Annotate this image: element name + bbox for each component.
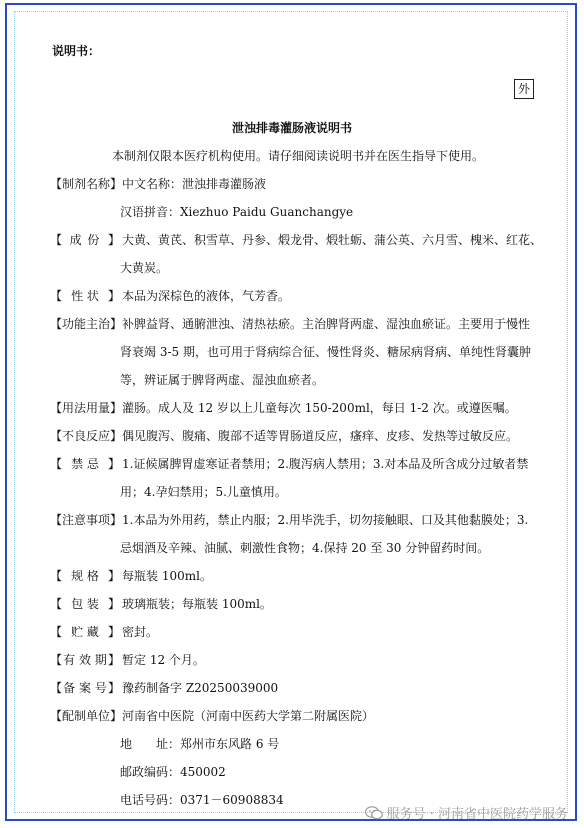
field-value: 豫药制备字 Z20250039000	[122, 681, 279, 695]
label-text: 用法用量	[62, 401, 111, 415]
field-value: 偶见腹泻、腹痛、腹部不适等胃肠道反应，瘙痒、皮疹、发热等过敏反应。	[122, 429, 519, 443]
field-label: 【 贮 藏 】	[50, 618, 120, 646]
label-text: 规 格	[71, 569, 99, 583]
field-storage	[50, 618, 550, 646]
field-label: 【 规 格 】	[50, 562, 120, 590]
field-indications	[50, 310, 550, 338]
field-properties	[50, 282, 550, 310]
field-value: 大黄、黄芪、积雪草、丹参、煅龙骨、煅牡蛎、蒲公英、六月雪、槐米、红花、	[122, 233, 543, 247]
field-ingredients	[50, 226, 550, 254]
field-value: 补脾益肾、通腑泄浊、清热祛瘀。主治脾肾两虚、湿浊血瘀证。主要用于慢性	[122, 317, 531, 331]
maker-address: 地 址：郑州市东风路 6 号	[120, 737, 280, 751]
field-label: 【 成 份 】	[50, 226, 120, 254]
label-text: 有 效 期	[63, 653, 107, 667]
field-value: 本品为深棕色的液体，气芳香。	[122, 289, 291, 303]
field-value: 密封。	[122, 625, 159, 639]
field-record	[50, 674, 550, 702]
field-value: 暂定 12 个月。	[122, 653, 205, 667]
label-text: 备 案 号	[63, 681, 107, 695]
wechat-icon	[365, 806, 383, 820]
field-label: 【 有 效 期 】	[50, 646, 120, 674]
watermark-text: 服务号 · 河南省中医院药学服务	[386, 807, 568, 822]
label-text: 包 装	[71, 597, 99, 611]
field-value-continued: 等，辨证属于脾肾两虚、湿浊血瘀者。	[120, 373, 325, 387]
field-label: 【 配制单位 】	[50, 702, 120, 730]
field-value-continued: 用；4.孕妇禁用；5.儿童慎用。	[120, 485, 287, 499]
maker-postcode: 邮政编码：450002	[120, 765, 226, 779]
field-validity	[50, 646, 550, 674]
field-label: 【 功能主治 】	[50, 310, 120, 338]
field-value: 河南省中医院（河南中医药大学第二附属医院）	[122, 709, 375, 723]
label-text: 配制单位	[62, 709, 111, 723]
label-text: 制剂名称	[62, 177, 111, 191]
field-label: 【 禁 忌 】	[50, 450, 120, 478]
intro-text: 本制剂仅限本医疗机构使用。请仔细阅读说明书并在医生指导下使用。	[112, 149, 485, 163]
label-text: 成 份	[69, 233, 101, 247]
heading-label: 说明书：	[52, 44, 101, 58]
field-label: 【 注意事项 】	[50, 506, 120, 534]
field-usage	[50, 394, 550, 422]
external-use-mark: 外	[514, 79, 534, 99]
field-spec	[50, 562, 550, 590]
field-label: 【 包 装 】	[50, 590, 120, 618]
field-package	[50, 590, 550, 618]
field-label: 【 备 案 号 】	[50, 674, 120, 702]
field-label: 【 制剂名称 】	[50, 170, 120, 198]
field-adverse	[50, 422, 550, 450]
label-text: 不良反应	[62, 429, 111, 443]
field-label: 【 性 状 】	[50, 282, 120, 310]
label-text: 禁 忌	[71, 457, 99, 471]
field-value: 灌肠。成人及 12 岁以上儿童每次 150-200ml，每日 1-2 次。或遵医嘱。	[122, 401, 517, 415]
field-maker	[50, 702, 550, 730]
field-contraindications	[50, 450, 550, 478]
field-value: 玻璃瓶装；每瓶装 100ml。	[122, 597, 272, 611]
field-value: 中文名称：泄浊排毒灌肠液	[122, 177, 267, 191]
document-title: 泄浊排毒灌肠液说明书	[231, 121, 352, 135]
label-text: 性 状	[71, 289, 99, 303]
field-precautions	[50, 506, 550, 534]
field-value-continued: 大黄炭。	[120, 261, 169, 275]
field-value-continued: 忌烟酒及辛辣、油腻、刺激性食物；4.保持 20 至 30 分钟留药时间。	[120, 541, 490, 555]
field-value: 1.证候属脾胃虚寒证者禁用；2.腹泻病人禁用；3.对本品及所含成分过敏者禁	[122, 457, 529, 471]
field-name	[50, 170, 550, 198]
watermark	[365, 803, 568, 822]
label-text: 注意事项	[62, 513, 111, 527]
field-value: 1.本品为外用药，禁止内服；2.用毕洗手，切勿接触眼、口及其他黏膜处；3.	[122, 513, 529, 527]
label-text: 功能主治	[62, 317, 111, 331]
pinyin-name: 汉语拼音：Xiezhuo Paidu Guanchangye	[120, 205, 354, 219]
label-text: 贮 藏	[71, 625, 99, 639]
field-label: 【 不良反应 】	[50, 422, 120, 450]
maker-phone: 电话号码：0371－60908834	[120, 793, 284, 807]
field-value-continued: 肾衰竭 3-5 期，也可用于肾病综合征、慢性肾炎、糖尿病肾病、单纯性肾囊肿	[120, 345, 531, 359]
field-label: 【 用法用量 】	[50, 394, 120, 422]
field-value: 每瓶装 100ml。	[122, 569, 212, 583]
